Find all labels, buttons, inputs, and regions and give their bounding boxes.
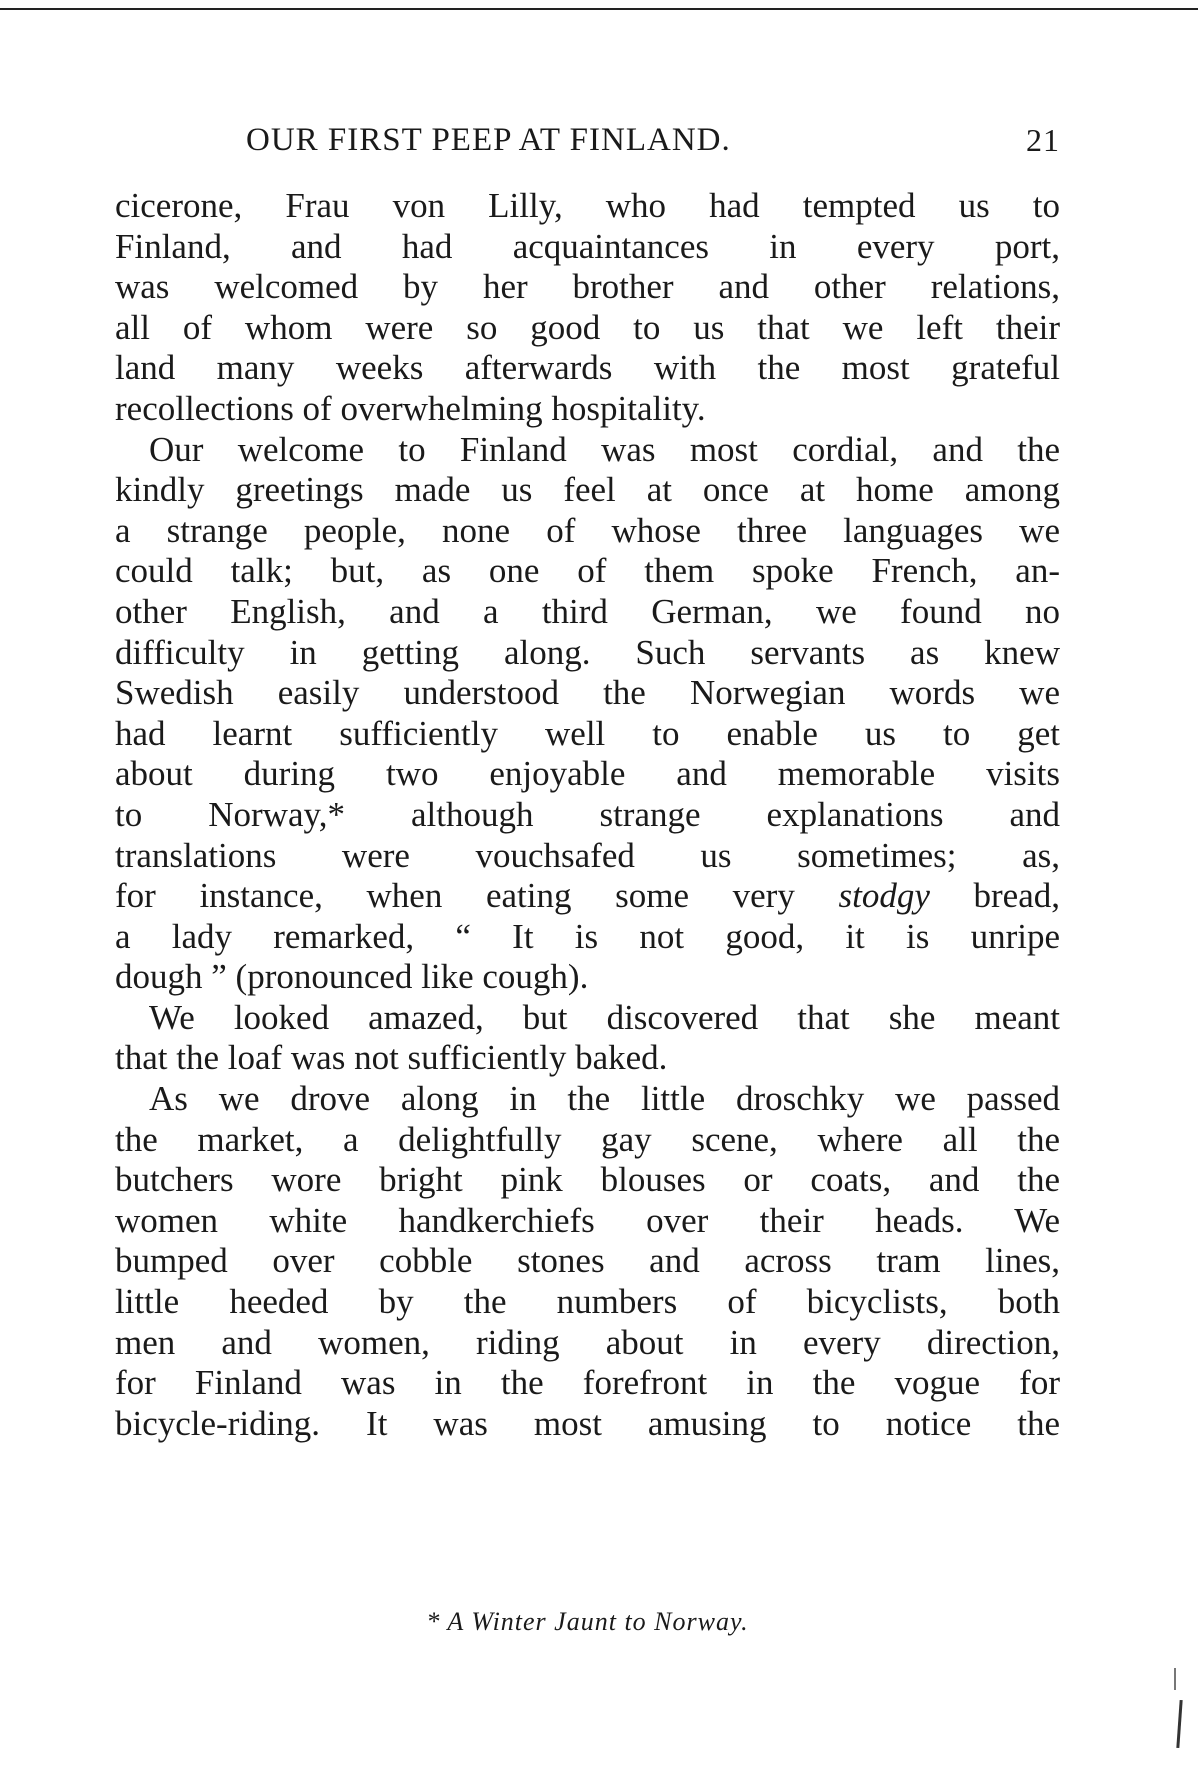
- italic-word: stodgy: [838, 876, 930, 916]
- text-line: dough ” (pronounced like cough).: [115, 957, 589, 997]
- text-line: about during two enjoyable and memorable visits: [115, 754, 1060, 794]
- text-line: Our welcome to Finland was most cordial, and the: [149, 429, 1060, 469]
- text-line: a strange people, none of whose three languages we: [115, 510, 1060, 550]
- text-run: bread,: [929, 876, 1060, 916]
- text-line: other English, and a third German, we found no: [115, 591, 1060, 631]
- text-line: As we drove along in the little droschky we passed: [149, 1079, 1060, 1119]
- top-rule: [0, 8, 1198, 10]
- text-line: Finland, and had acquaintances in every port,: [115, 226, 1060, 266]
- text-line-with-italic: [115, 876, 1060, 917]
- paragraph-4: [115, 1079, 1060, 1444]
- paragraph-1: [115, 186, 1060, 430]
- paragraph-2: [115, 430, 1060, 998]
- text-run: for instance, when eating some very: [115, 876, 839, 916]
- paragraph-3: [115, 998, 1060, 1079]
- text-line: cicerone, Frau von Lilly, who had tempted us to: [115, 186, 1060, 225]
- text-line: women white handkerchiefs over their heads. We: [115, 1200, 1060, 1240]
- text-line: translations were vouchsafed us sometimes; as,: [115, 835, 1060, 875]
- text-line: We looked amazed, but discovered that she meant: [149, 997, 1060, 1037]
- text-line: had learnt sufficiently well to enable us to get: [115, 713, 1060, 753]
- text-line: the market, a delightfully gay scene, where all the: [115, 1119, 1060, 1159]
- text-line: could talk; but, as one of them spoke French, an-: [115, 551, 1060, 591]
- text-line: to Norway,* although strange explanations and: [115, 794, 1060, 834]
- page-edge-mark: [1176, 1700, 1182, 1748]
- text-line: kindly greetings made us feel at once at home among: [115, 470, 1060, 510]
- text-line: a lady remarked, “ It is not good, it is unripe: [115, 916, 1060, 956]
- text-line: land many weeks afterwards with the most grateful: [115, 348, 1060, 388]
- text-line: bicycle-riding. It was most amusing to notice the: [115, 1403, 1060, 1443]
- running-title: OUR FIRST PEEP AT FINLAND.: [246, 122, 731, 158]
- text-line: difficulty in getting along. Such servants as knew: [115, 632, 1060, 672]
- text-line: recollections of overwhelming hospitality.: [115, 388, 706, 428]
- body-text: [115, 186, 1060, 1444]
- page-header: [115, 122, 1060, 166]
- text-line: butchers wore bright pink blouses or coats, and the: [115, 1160, 1060, 1200]
- text-line: little heeded by the numbers of bicyclists, both: [115, 1282, 1060, 1322]
- page-edge-mark: [1174, 1668, 1176, 1690]
- text-line: was welcomed by her brother and other relations,: [115, 267, 1060, 307]
- page-number: 21: [1026, 122, 1060, 158]
- text-line: Swedish easily understood the Norwegian words we: [115, 673, 1060, 713]
- text-line: men and women, riding about in every direction,: [115, 1322, 1060, 1362]
- text-line: bumped over cobble stones and across tram lines,: [115, 1241, 1060, 1281]
- footnote: * A Winter Jaunt to Norway.: [426, 1607, 749, 1636]
- text-line: for Finland was in the forefront in the vogue for: [115, 1363, 1060, 1403]
- text-line: all of whom were so good to us that we left their: [115, 307, 1060, 347]
- text-line: that the loaf was not sufficiently baked.: [115, 1038, 668, 1078]
